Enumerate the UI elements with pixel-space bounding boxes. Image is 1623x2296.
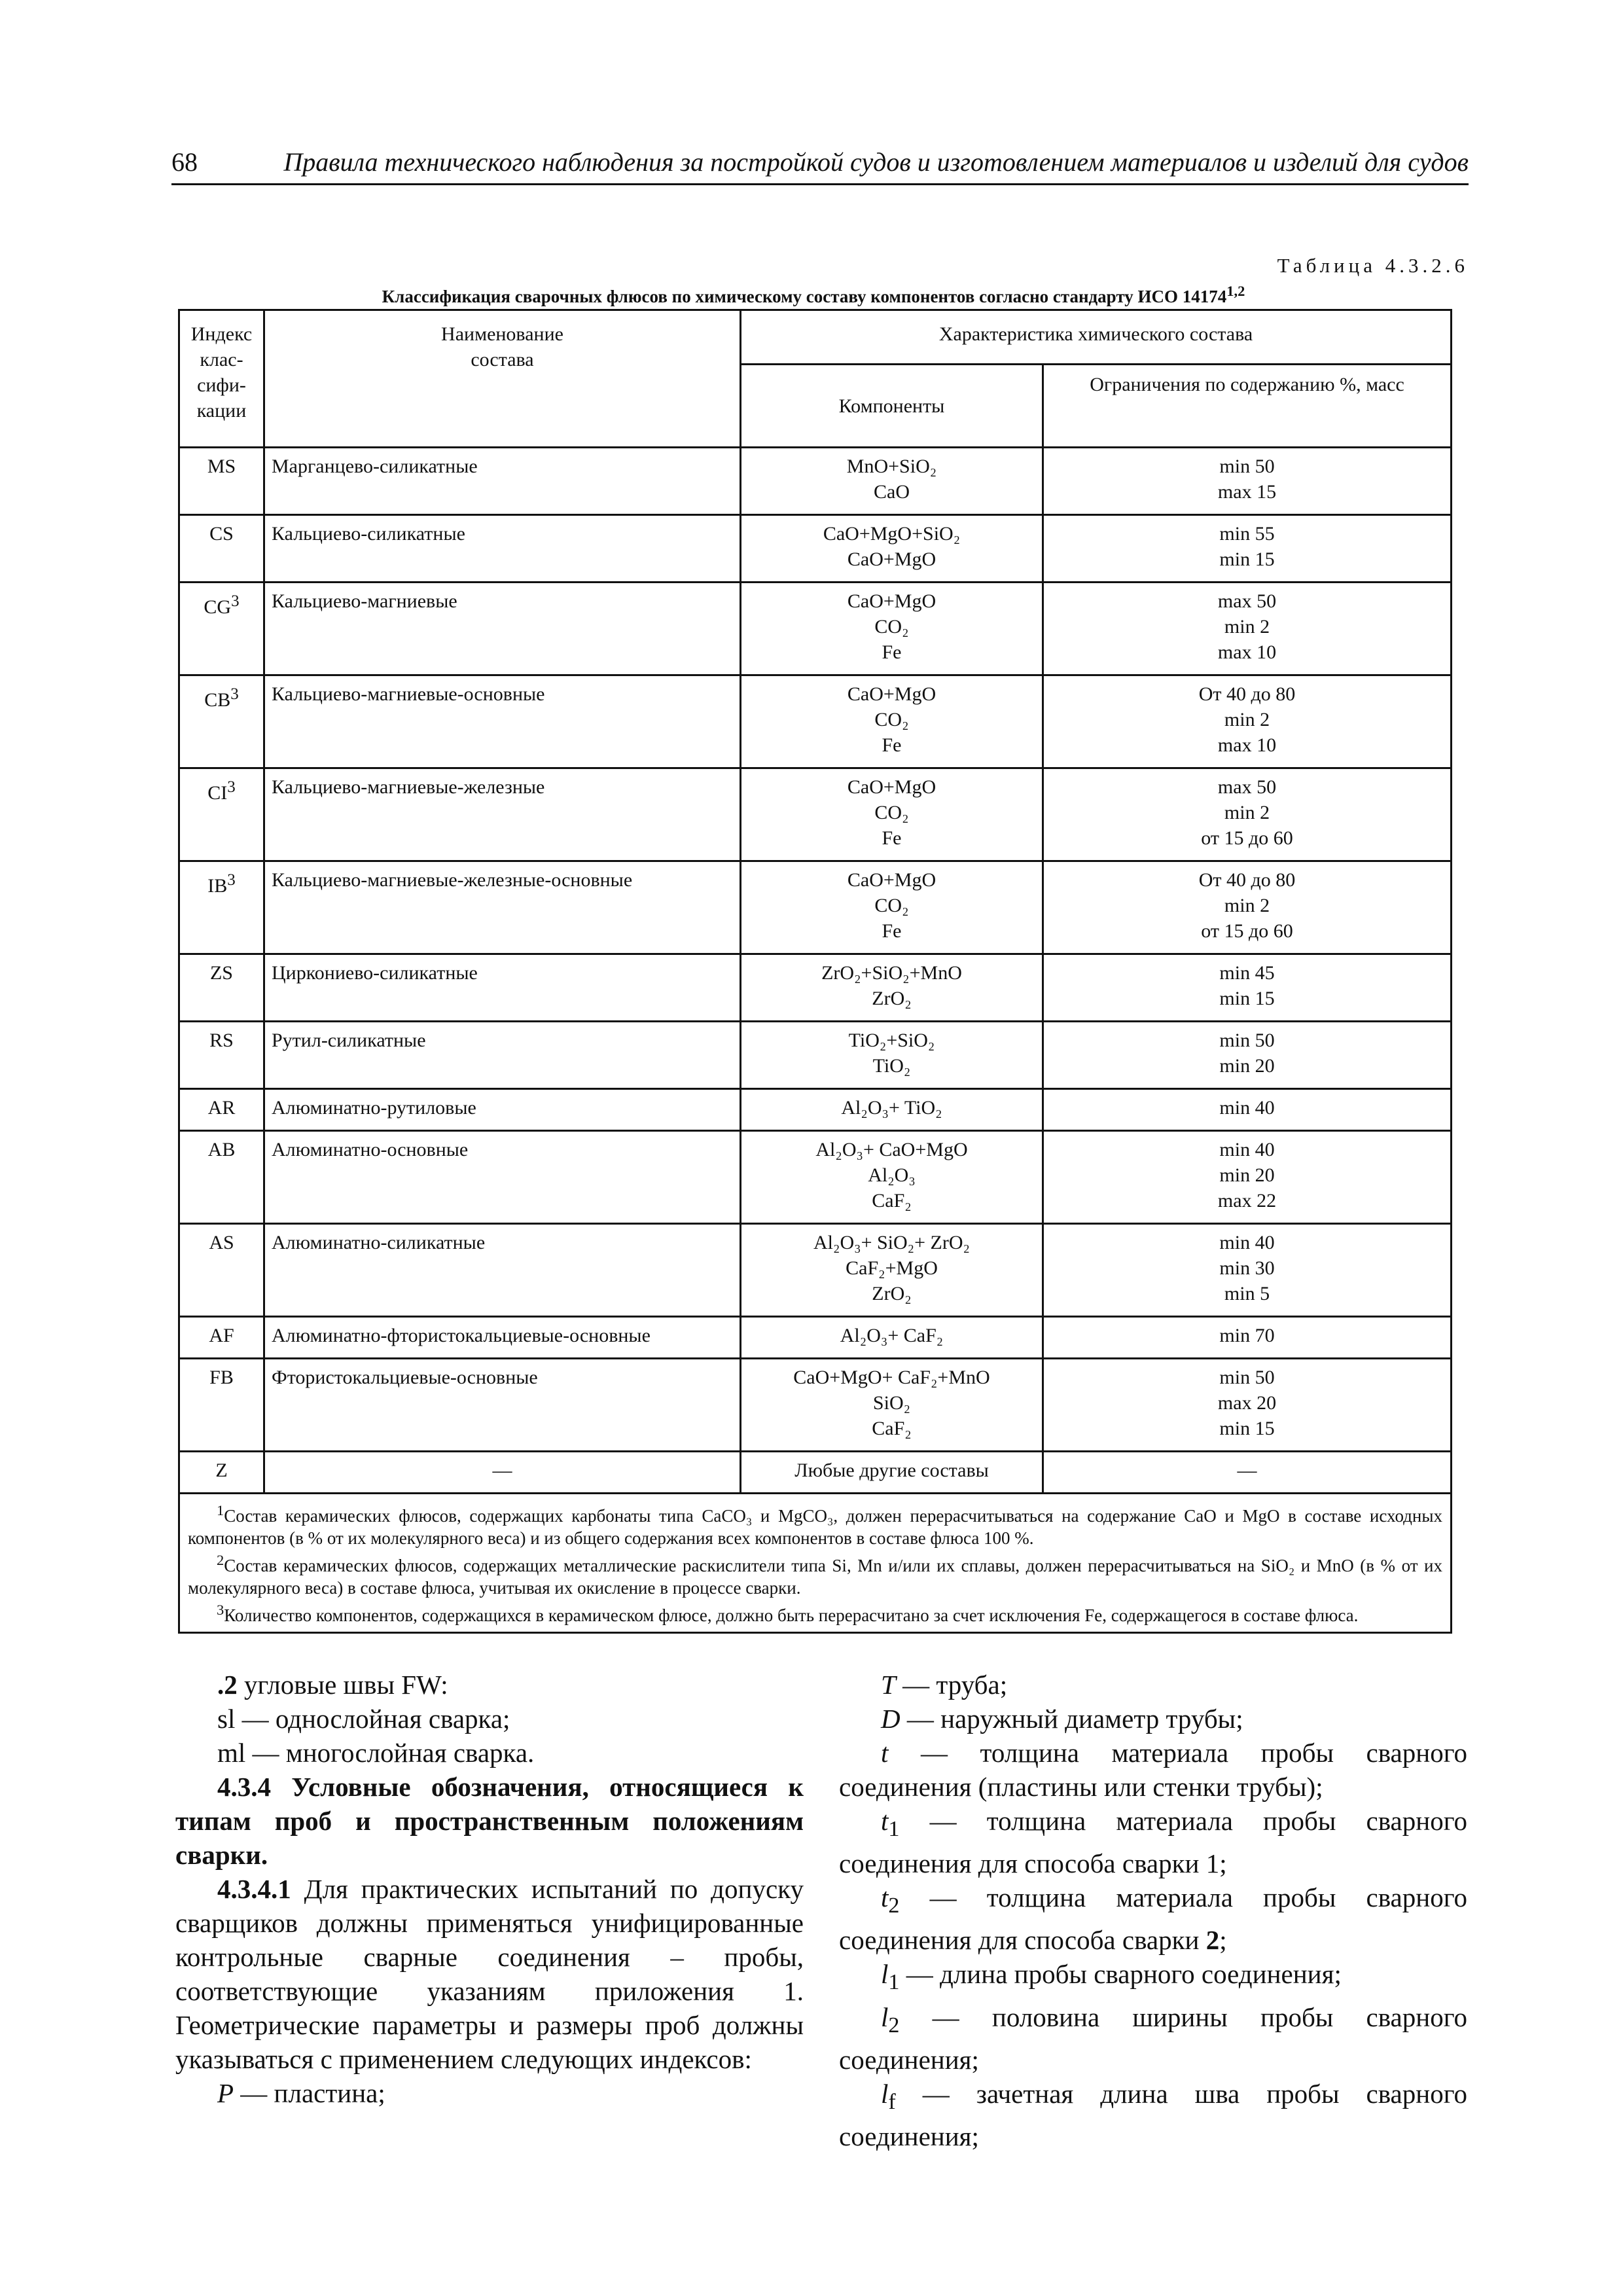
cell-limits: min 50 max 20 min 15 <box>1043 1359 1452 1452</box>
table-row <box>179 515 1452 583</box>
cell-index: $IB^3$ <box>179 861 264 954</box>
cell-limits: min 50 max 15 <box>1043 448 1452 515</box>
cell-components: Al₂O₃+ SiO₂+ ZrO₂ CaF₂+MgO ZrO₂ <box>741 1224 1043 1317</box>
table-row <box>179 954 1452 1022</box>
table-label: Таблица 4.3.2.6 <box>1277 254 1469 277</box>
cell-components: Al₂O₃+ CaF₂ <box>741 1317 1043 1359</box>
table-body <box>179 448 1452 1494</box>
cell-components: ZrO₂+SiO₂+MnO ZrO₂ <box>741 954 1043 1022</box>
paragraph-pipe-diameter: D — наружный диаметр трубы; <box>881 1704 1243 1734</box>
cell-limits: От 40 до 80 min 2 max 10 <box>1043 675 1452 768</box>
table-row <box>179 1224 1452 1317</box>
cell-components: Al₂O₃+ CaO+MgO Al₂O₃ CaF₂ <box>741 1131 1043 1224</box>
table-row <box>179 448 1452 515</box>
cell-name: Алюминатно-фтористокальциевые-основные <box>264 1317 741 1359</box>
table-row <box>179 1359 1452 1452</box>
cell-limits: min 70 <box>1043 1317 1452 1359</box>
cell-limits: min 50 min 20 <box>1043 1022 1452 1089</box>
cell-index: $CI^3$ <box>179 768 264 861</box>
cell-index: MS <box>179 448 264 515</box>
table-caption-footnote-ref: 1,2 <box>1226 283 1245 299</box>
header-index: Индекс клас- сифи- кации <box>179 310 264 448</box>
cell-components: CaO+MgO CO₂ Fe <box>741 583 1043 675</box>
cell-name: Фтористокальциевые-основные <box>264 1359 741 1452</box>
table-caption-text: Классификация сварочных флюсов по химическому составу компонентов согласно стандарту ИСО 14174 <box>382 287 1227 306</box>
cell-limits: max 50 min 2 max 10 <box>1043 583 1452 675</box>
paragraph-plate: P — пластина; <box>217 2078 385 2108</box>
running-title: Правила технического наблюдения за постройкой судов и изготовлением материалов и изделий для судов <box>283 147 1469 177</box>
cell-name: Марганцево-силикатные <box>264 448 741 515</box>
cell-components: CaO+MgO+ CaF₂+MnO SiO₂ CaF₂ <box>741 1359 1043 1452</box>
table-row <box>179 1089 1452 1131</box>
cell-components: CaO+MgO CO₂ Fe <box>741 675 1043 768</box>
cell-name: Кальциево-силикатные <box>264 515 741 583</box>
cell-name: Циркониево-силикатные <box>264 954 741 1022</box>
table-notes-row <box>179 1494 1452 1633</box>
cell-index: AB <box>179 1131 264 1224</box>
body-column-right <box>839 1668 1467 2153</box>
cell-components: Любые другие составы <box>741 1452 1043 1494</box>
paragraph-thickness: t — толщина материала пробы сварного соединения (пластины или стенки трубы); <box>839 1738 1467 1802</box>
footnote-ref: 3 <box>231 592 240 610</box>
paragraph-thickness-2: $t_2$ — толщина материала пробы сварного соединения для способа сварки 2; <box>839 1882 1467 1956</box>
paragraph-single-layer: sl — однослойная сварка; <box>217 1704 510 1734</box>
cell-limits: max 50 min 2 от 15 до 60 <box>1043 768 1452 861</box>
footnote-1: $^1$Состав керамических флюсов, содержащих карбонаты типа CaCO₃ и MgCO₃, должен перерасчитываться на содержание CaO и MgO в составе исходных компонентов (в % от их молекулярного веса) и из общего содержания всех компонентов в составе флюса 100 %. <box>188 1502 1443 1548</box>
header-limits: Ограничения по содержанию %, масс <box>1043 365 1452 448</box>
cell-index: Z <box>179 1452 264 1494</box>
header-name: Наименование состава <box>264 310 741 448</box>
table-row <box>179 768 1452 861</box>
header-components: Компоненты <box>741 365 1043 448</box>
paragraph-multi-layer: ml — многослойная сварка. <box>217 1738 535 1768</box>
cell-index: CS <box>179 515 264 583</box>
cell-components: TiO₂+SiO₂ TiO₂ <box>741 1022 1043 1089</box>
flux-classification-table <box>178 309 1452 1634</box>
cell-index: $CB^3$ <box>179 675 264 768</box>
paragraph-thickness-1: $t_1$ — толщина материала пробы сварного соединения для способа сварки 1; <box>839 1806 1467 1879</box>
table-notes <box>179 1494 1452 1633</box>
cell-index: RS <box>179 1022 264 1089</box>
cell-limits: min 40 min 20 max 22 <box>1043 1131 1452 1224</box>
paragraph-half-width: $l_2$ — половина ширины пробы сварного соединения; <box>839 2001 1467 2075</box>
table-row <box>179 1317 1452 1359</box>
cell-index: AF <box>179 1317 264 1359</box>
footnote-3: $^3$Количество компонентов, содержащихся в керамическом флюсе, должно быть перерасчитано за счет исключения Fe, содержащегося в составе флюса. <box>217 1602 1359 1625</box>
footnote-2: $^2$Состав керамических флюсов, содержащих металлические раскислители типа Si, Mn и/или их сплавы, должен перерасчитываться на SiO₂ и MnO (в % от их молекулярного веса) в составе флюса, учитывая их окисление в процессе сварки. <box>188 1552 1443 1598</box>
cell-name: Алюминатно-основные <box>264 1131 741 1224</box>
cell-name: — <box>264 1452 741 1494</box>
page-header <box>171 145 1469 185</box>
body-column-left <box>175 1668 804 2110</box>
cell-index: FB <box>179 1359 264 1452</box>
cell-limits: От 40 до 80 min 2 от 15 до 60 <box>1043 861 1452 954</box>
cell-index: AS <box>179 1224 264 1317</box>
table-row <box>179 861 1452 954</box>
header-characteristic: Характеристика химического состава <box>741 310 1452 365</box>
cell-index: ZS <box>179 954 264 1022</box>
cell-name: Кальциево-магниевые-железные <box>264 768 741 861</box>
paragraph-4-3-4-1: 4.3.4.1 Для практических испытаний по допуску сварщиков должны применяться унифицированные контрольные сварные соединения – пробы, соответствующие указаниям приложения 1. Геометрические параметры и размеры проб должны указываться с применением следующих индексов: <box>175 1874 804 2074</box>
cell-components: Al₂O₃+ TiO₂ <box>741 1089 1043 1131</box>
cell-name: Алюминатно-рутиловые <box>264 1089 741 1131</box>
paragraph-pipe: T — труба; <box>881 1670 1008 1700</box>
section-heading-4-3-4: 4.3.4 Условные обозначения, относящиеся к типам проб и пространственным положениям сварки. <box>175 1772 804 1870</box>
table-header-row <box>179 310 1452 365</box>
table-row <box>179 583 1452 675</box>
paragraph-length: $l_1$ — длина пробы сварного соединения; <box>881 1959 1342 1995</box>
cell-name: Кальциево-магниевые-основные <box>264 675 741 768</box>
cell-limits: min 55 min 15 <box>1043 515 1452 583</box>
table-row <box>179 1022 1452 1089</box>
table-row <box>179 1131 1452 1224</box>
cell-limits: min 40 <box>1043 1089 1452 1131</box>
cell-name: Кальциево-магниевые-железные-основные <box>264 861 741 954</box>
cell-components: CaO+MgO CO₂ Fe <box>741 768 1043 861</box>
cell-name: Алюминатно-силикатные <box>264 1224 741 1317</box>
footnote-ref: 3 <box>227 871 236 889</box>
cell-limits: min 45 min 15 <box>1043 954 1452 1022</box>
cell-name: Кальциево-магниевые <box>264 583 741 675</box>
paragraph-test-length: $l_f$ — зачетная длина шва пробы сварного соединения; <box>839 2078 1467 2151</box>
cell-limits: min 40 min 30 min 5 <box>1043 1224 1452 1317</box>
cell-index: $CG^3$ <box>179 583 264 675</box>
table-row <box>179 1452 1452 1494</box>
cell-components: CaO+MgO CO₂ Fe <box>741 861 1043 954</box>
paragraph-fillet-welds: .2 угловые швы FW: <box>217 1670 448 1700</box>
cell-components: CaO+MgO+SiO₂ CaO+MgO <box>741 515 1043 583</box>
footnote-ref: 3 <box>227 778 236 796</box>
page-number: 68 <box>171 147 198 177</box>
table-row <box>179 675 1452 768</box>
cell-name: Рутил-силикатные <box>264 1022 741 1089</box>
footnote-ref: 3 <box>230 685 239 703</box>
table-caption <box>182 283 1445 307</box>
cell-components: MnO+SiO₂ CaO <box>741 448 1043 515</box>
cell-limits: — <box>1043 1452 1452 1494</box>
cell-index: AR <box>179 1089 264 1131</box>
